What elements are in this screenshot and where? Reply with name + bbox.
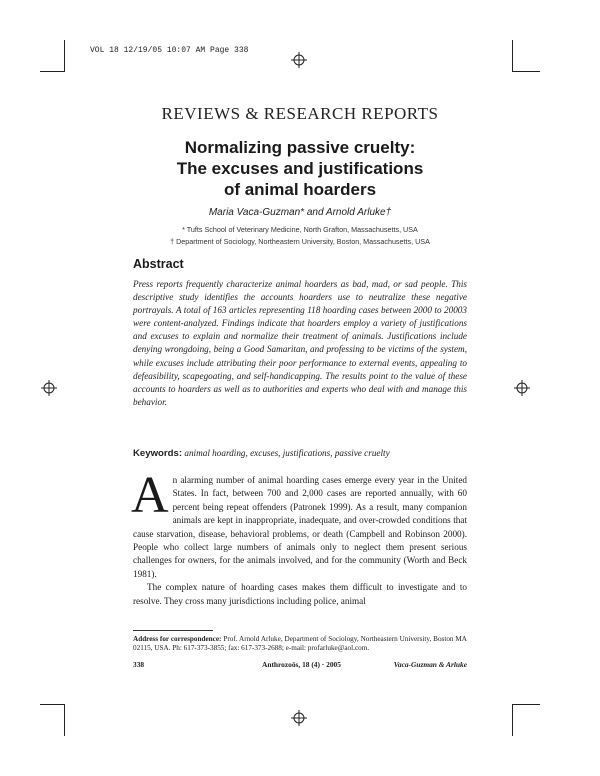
print-slug: VOL 18 12/19/05 10:07 AM Page 338 [90,46,249,55]
correspondence-footnote [133,635,467,654]
crop-mark-bottom-right-v [512,704,513,736]
registration-mark-bottom-icon [291,710,307,726]
running-head: Vaca-Guzman & Arluke [393,660,467,669]
affiliation-1: * Tufts School of Veterinary Medicine, North Grafton, Massachusetts, USA [182,225,418,234]
crop-mark-bottom-left-v [64,704,65,736]
abstract-heading: Abstract [133,257,184,271]
crop-mark-top-left-h [40,71,65,72]
page-number: 338 [133,660,145,669]
body-paragraph-2: The complex nature of hoarding cases makes them difficult to investigate and to resolve. They cross many jurisdictions including police, animal [133,582,467,606]
article-body [131,467,467,608]
keywords [133,448,467,459]
article-title [100,137,500,200]
crop-mark-top-right-h [512,71,540,72]
drop-cap: A [131,467,169,524]
journal-citation: Anthrozoös, 18 (4) · 2005 [262,660,341,669]
title-line-2: The excuses and justifications [176,159,424,178]
paragraph-1-text: n alarming number of animal hoarding cases emerge every year in the United States. In fact, between 700 and 2,000 cases are reported annually, with 60 percent being repeat offenders (Patronek 1999). As a result, many companion animals are kept in inappropriate, inadequate, and over-crowded conditions that cause starvation, disease, behavioral problems, or death (Campbell and Robinson 2000). People who collect large numbers of animals only to neglect them present serious challenges for owners, for the animals involved, and for the community (Worth and Beck 1981). [133,475,467,579]
crop-mark-top-left-v [64,40,65,72]
footnote-label: Address for correspondence: [133,635,222,643]
registration-mark-right-icon [514,380,530,396]
registration-mark-left-icon [41,380,57,396]
title-line-1: Normalizing passive cruelty: [184,138,416,157]
crop-mark-bottom-right-h [512,704,540,705]
abstract-text: Press reports frequently characterize animal hoarders as bad, mad, or sad people. This descriptive study identifies the accounts hoarders use to neutralize these negative portrayals. A total of 163 articles representing 118 hoarding cases between 2000 to 20003 were content-analyzed. Findings indicate that hoarders employ a variety of justifications and excuses to explain and normalize their treatment of animals. Justifications include denying wrongdoing, being a Good Samaritan, and professing to be victims of the system, while excuses include attributing their poor performance to external events, appealing to defeasibility, scapegoating, and self-handicapping. The results point to the value of these accounts to hoarders as well as to authorities and experts who deal with and manage this behavior. [133,279,467,407]
crop-mark-top-right-v [512,40,513,72]
footnote-text: Prof. Arnold Arluke, Department of Sociology, Northeastern University, Boston MA 02115, USA. Ph: 617-373-3855; fax: 617-373-2688; e-mail: profarluke@aol.com. [133,635,467,653]
body-paragraph-1 [131,467,467,581]
registration-mark-top-icon [291,52,307,68]
keywords-text: animal hoarding, excuses, justifications, passive cruelty [184,448,390,458]
author-line: Maria Vaca-Guzman* and Arnold Arluke† [208,207,392,218]
title-line-3: of animal hoarders [223,180,377,199]
crop-mark-bottom-left-h [40,704,65,705]
keywords-label: Keywords: [133,448,183,459]
footnote-rule [133,630,213,631]
affiliation-2: † Department of Sociology, Northeastern University, Boston, Massachusetts, USA [170,237,430,246]
section-heading: REVIEWS & RESEARCH REPORTS [161,104,439,123]
